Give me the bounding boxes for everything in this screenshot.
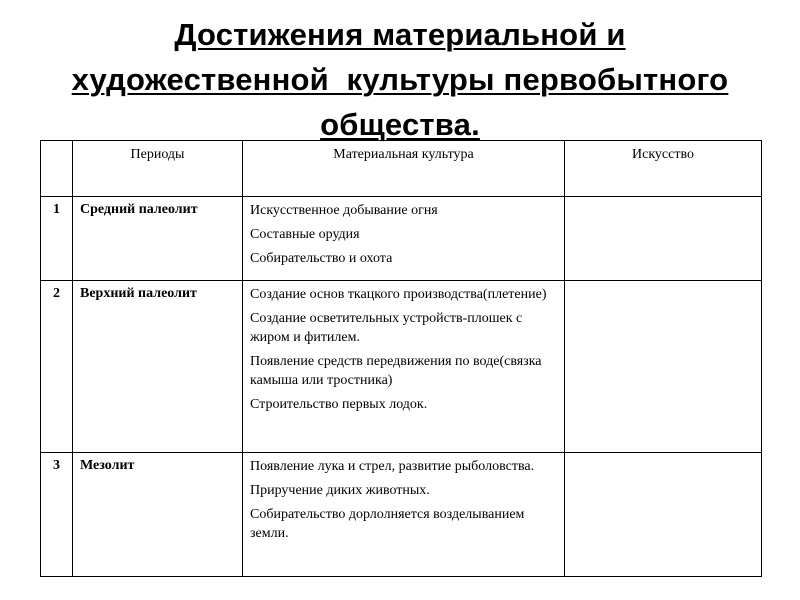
material-culture-cell: [243, 453, 565, 577]
table-row: [41, 197, 762, 281]
material-item: Искусственное добывание огня: [250, 203, 438, 218]
culture-table: [40, 140, 762, 577]
material-item: Приручение диких животных.: [250, 483, 430, 498]
header-number: [41, 141, 73, 197]
period-name: Мезолит: [73, 453, 243, 577]
header-material-culture: Материальная культура: [243, 141, 565, 197]
art-cell: [565, 197, 762, 281]
material-item: Создание осветительных устройств-плошек с жиром и фитилем.: [250, 311, 523, 345]
title-line-2: художественной культуры первобытного: [71, 62, 729, 97]
art-cell: [565, 453, 762, 577]
row-number: 1: [41, 197, 73, 281]
material-item: Создание основ ткацкого производства(плетение): [250, 287, 547, 302]
material-item: Собирательство и охота: [250, 251, 393, 266]
header-periods: Периоды: [73, 141, 243, 197]
material-culture-cell: [243, 281, 565, 453]
row-number: 3: [41, 453, 73, 577]
table-row: [41, 281, 762, 453]
material-item: Появление лука и стрел, развитие рыболовства.: [250, 459, 535, 474]
header-art: Искусство: [565, 141, 762, 197]
row-number: 2: [41, 281, 73, 453]
title-line-3: общества.: [320, 107, 480, 142]
material-item: Составные орудия: [250, 227, 360, 242]
material-item: Строительство первых лодок.: [250, 397, 428, 412]
period-name: Верхний палеолит: [73, 281, 243, 453]
title-line-1: Достижения материальной и: [174, 17, 626, 52]
period-name: Средний палеолит: [73, 197, 243, 281]
material-item: Появление средств передвижения по воде(связка камыша или тростника): [250, 354, 542, 388]
page-title: [40, 12, 760, 147]
table-row: [41, 453, 762, 577]
material-culture-cell: [243, 197, 565, 281]
table-header-row: [41, 141, 762, 197]
material-item: Собирательство дорлолняется возделыванием земли.: [250, 507, 525, 541]
art-cell: [565, 281, 762, 453]
